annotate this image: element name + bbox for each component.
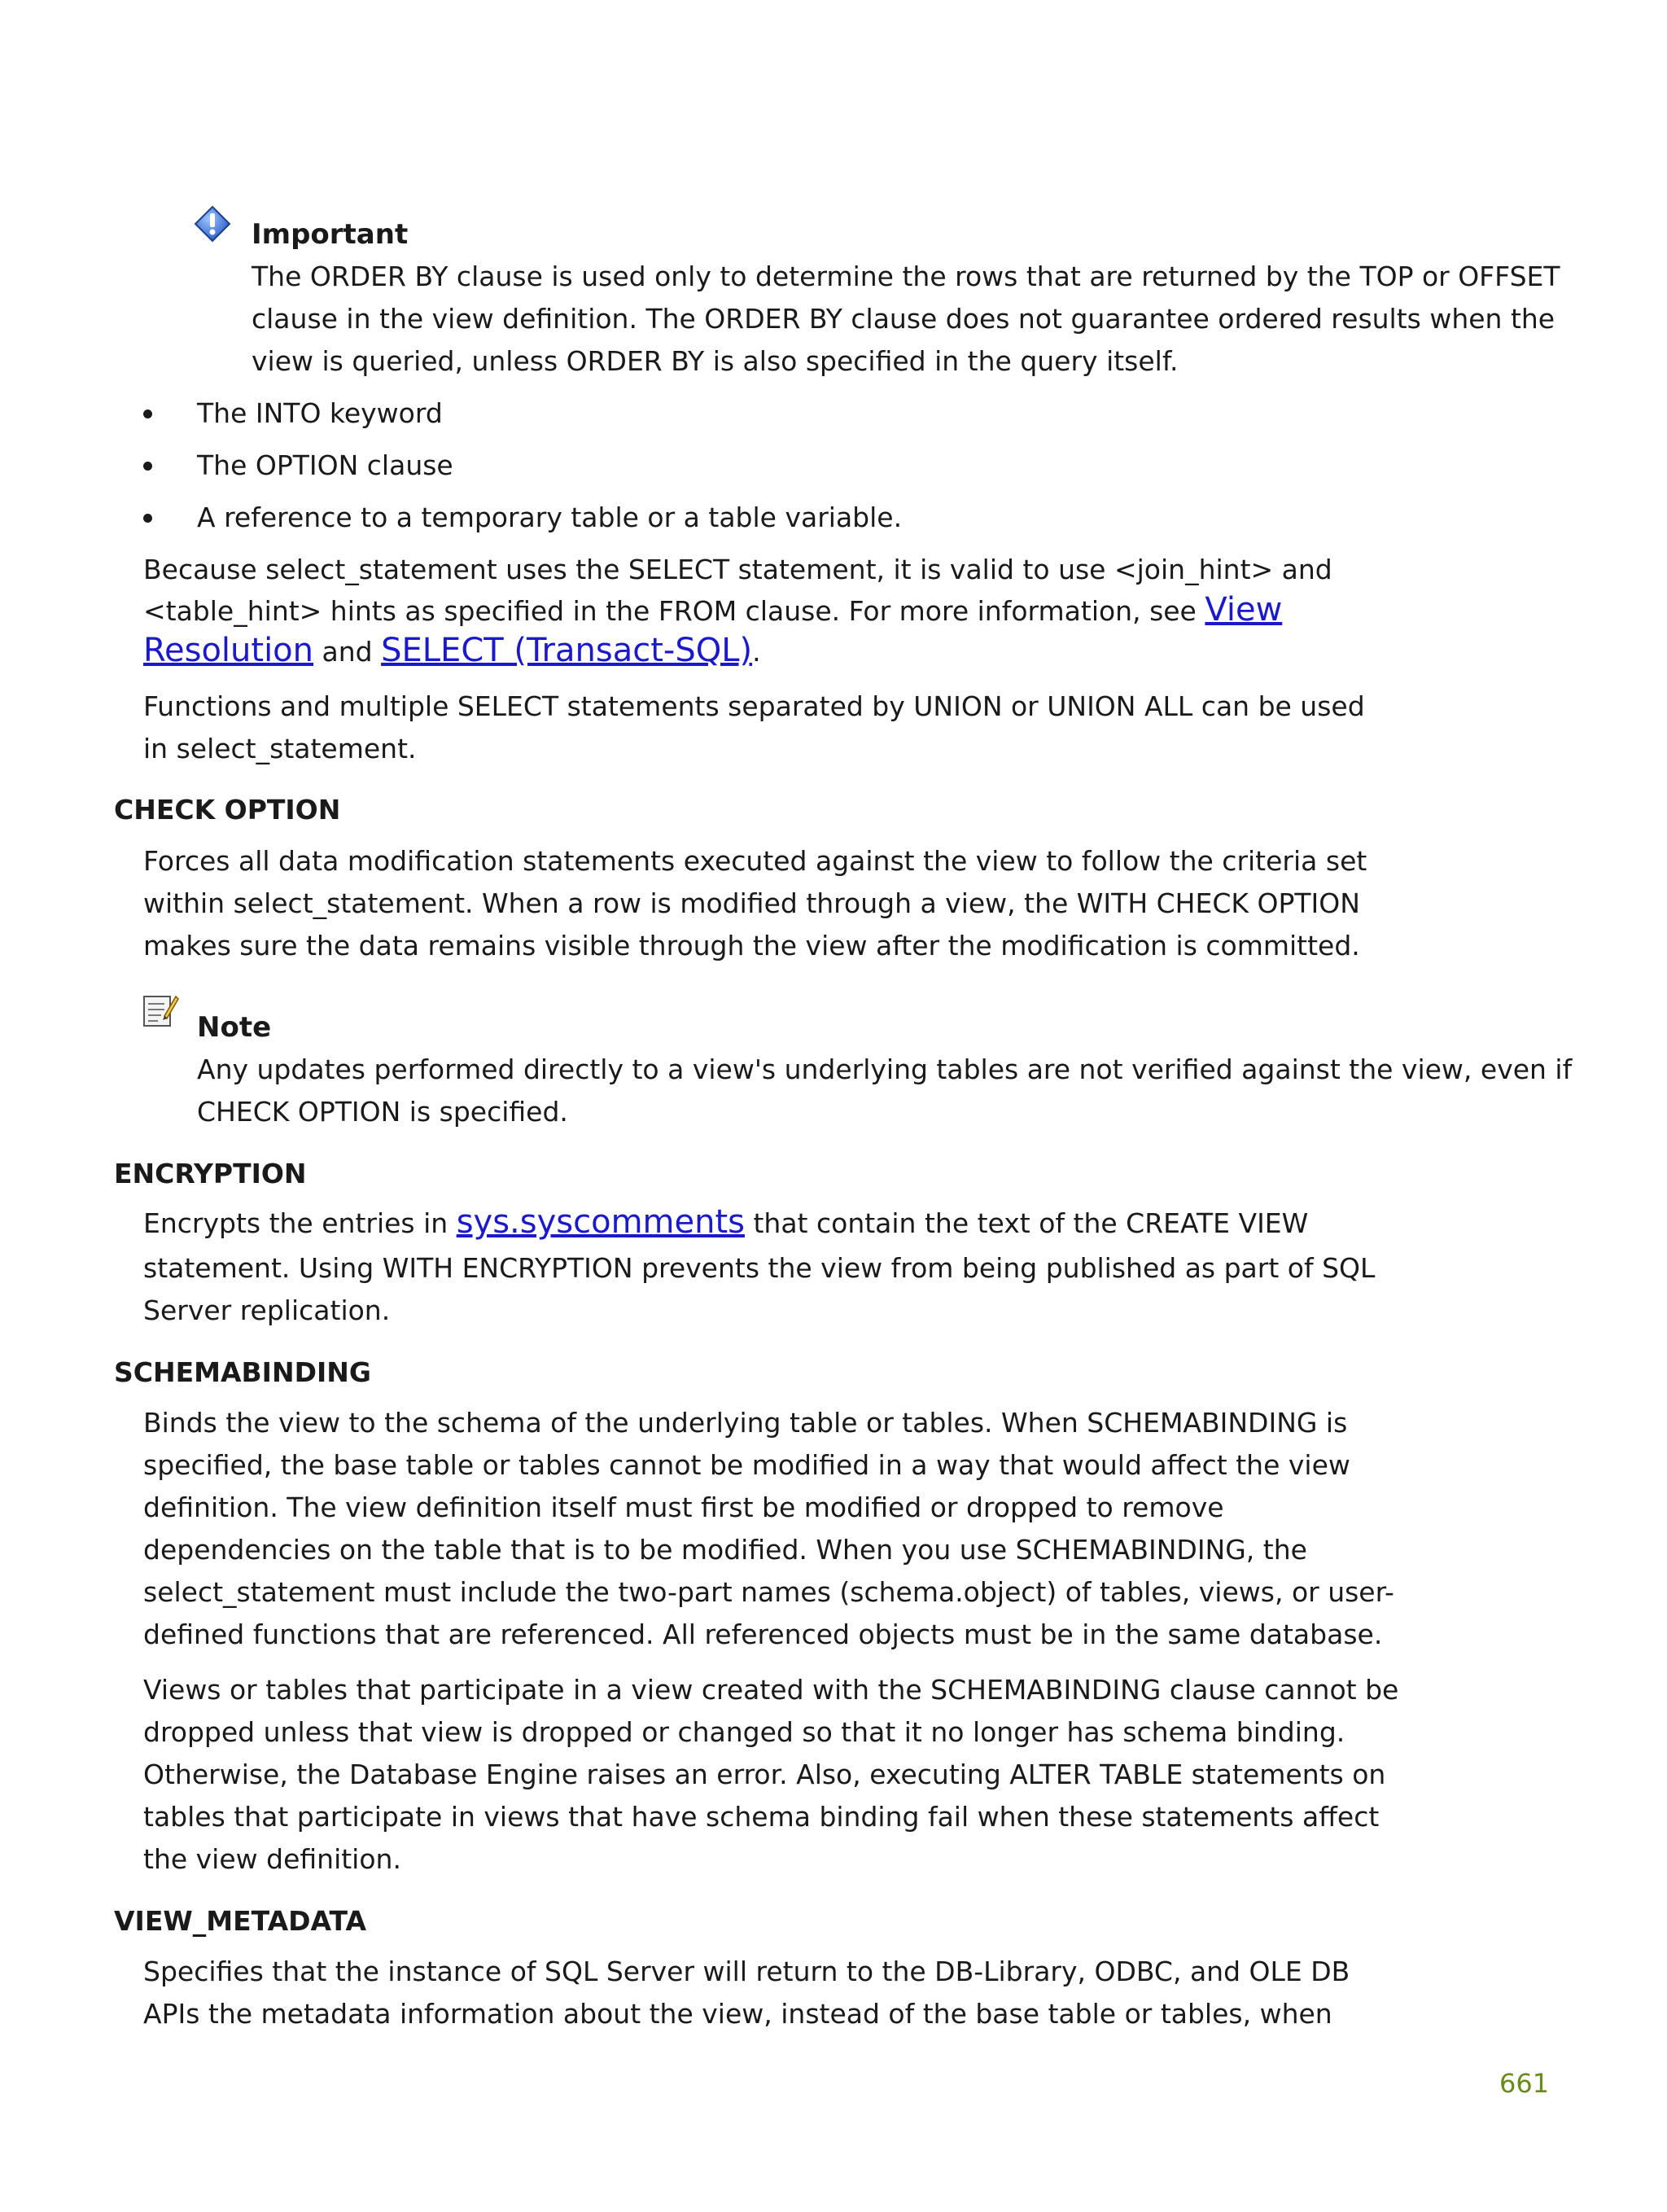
bullet-item <box>197 502 902 533</box>
bullet-item <box>197 449 453 481</box>
page-number: 661 <box>1499 2068 1550 2099</box>
bullet-dot-icon <box>143 514 152 523</box>
encryption-line-3: Server replication. <box>143 1294 391 1326</box>
important-line-1: The ORDER BY clause is used only to determine the rows that are returned by the TOP or OFFSET <box>252 261 1560 292</box>
select-transact-sql-link[interactable]: SELECT (Transact-SQL) <box>381 632 753 669</box>
select-para-text: <table_hint> hints as specified in the FROM clause. For more information, see <box>143 595 1205 627</box>
bullet-dot-icon <box>143 410 152 418</box>
select-para-and: and <box>313 636 382 668</box>
schemabinding-para1-line: specified, the base table or tables cannot be modified in a way that would affect the view <box>143 1449 1350 1481</box>
check-option-line-3: makes sure the data remains visible through the view after the modification is committed. <box>143 930 1360 961</box>
bullet-dot-icon <box>143 462 152 471</box>
schemabinding-para1-line: defined functions that are referenced. All referenced objects must be in the same database. <box>143 1618 1383 1650</box>
schemabinding-para1-line: select_statement must include the two-part names (schema.object) of tables, views, or user- <box>143 1576 1394 1608</box>
bullet-text: The OPTION clause <box>197 449 453 481</box>
encryption-line-2: statement. Using WITH ENCRYPTION prevents the view from being published as part of SQL <box>143 1252 1376 1284</box>
check-option-line-1: Forces all data modification statements executed against the view to follow the criteria set <box>143 845 1367 877</box>
important-title: Important <box>252 218 409 251</box>
info-icon <box>194 205 231 243</box>
view-metadata-line-2: APIs the metadata information about the view, instead of the base table or tables, when <box>143 1998 1332 2030</box>
check-option-line-2: within select_statement. When a row is modified through a view, the WITH CHECK OPTION <box>143 887 1360 919</box>
select-para-period: . <box>752 636 761 668</box>
note-title: Note <box>197 1011 272 1044</box>
view-metadata-term: VIEW_METADATA <box>114 1905 366 1937</box>
functions-para-line-2: in select_statement. <box>143 733 417 764</box>
encryption-line-1 <box>143 1203 1308 1241</box>
schemabinding-term: SCHEMABINDING <box>114 1356 371 1388</box>
bullet-text: The INTO keyword <box>197 397 443 429</box>
important-line-2: clause in the view definition. The ORDER BY clause does not guarantee ordered results when the <box>252 303 1555 335</box>
note-line-1: Any updates performed directly to a view's underlying tables are not verified against the view, even if <box>197 1053 1573 1085</box>
note-icon <box>142 992 179 1029</box>
important-line-3: view is queried, unless ORDER BY is also specified in the query itself. <box>252 345 1179 377</box>
schemabinding-para1-line: dependencies on the table that is to be modified. When you use SCHEMABINDING, the <box>143 1534 1307 1566</box>
view-metadata-line-1: Specifies that the instance of SQL Server will return to the DB-Library, ODBC, and OLE DB <box>143 1956 1350 1987</box>
check-option-term: CHECK OPTION <box>114 794 341 826</box>
sys-syscomments-link[interactable]: sys.syscomments <box>456 1203 745 1241</box>
encryption-text: that contain the text of the CREATE VIEW <box>744 1207 1309 1239</box>
view-resolution-link[interactable]: Resolution <box>143 632 314 669</box>
schemabinding-para1-line: definition. The view definition itself must first be modified or dropped to remove <box>143 1491 1224 1523</box>
note-line-2: CHECK OPTION is specified. <box>197 1096 568 1128</box>
schemabinding-para2-line: tables that participate in views that have schema binding fail when these statements affect <box>143 1801 1380 1833</box>
schemabinding-para2-line: Otherwise, the Database Engine raises an error. Also, executing ALTER TABLE statements on <box>143 1759 1386 1790</box>
bullet-item <box>197 397 443 429</box>
encryption-term: ENCRYPTION <box>114 1158 307 1189</box>
functions-para-line-1: Functions and multiple SELECT statements separated by UNION or UNION ALL can be used <box>143 690 1365 722</box>
schemabinding-para1-line: Binds the view to the schema of the underlying table or tables. When SCHEMABINDING is <box>143 1407 1348 1439</box>
select-para-line-2 <box>143 591 1282 629</box>
select-para-line-3 <box>143 632 761 669</box>
select-para-line-1: Because select_statement uses the SELECT statement, it is valid to use <join_hint> and <box>143 554 1332 585</box>
schemabinding-para2-line: dropped unless that view is dropped or changed so that it no longer has schema binding. <box>143 1716 1345 1748</box>
schemabinding-para2-line: Views or tables that participate in a view created with the SCHEMABINDING clause cannot be <box>143 1674 1399 1706</box>
schemabinding-para2-line: the view definition. <box>143 1843 401 1875</box>
bullet-text: A reference to a temporary table or a table variable. <box>197 502 903 533</box>
encryption-text: Encrypts the entries in <box>143 1207 457 1239</box>
view-resolution-link[interactable]: View <box>1205 591 1283 629</box>
